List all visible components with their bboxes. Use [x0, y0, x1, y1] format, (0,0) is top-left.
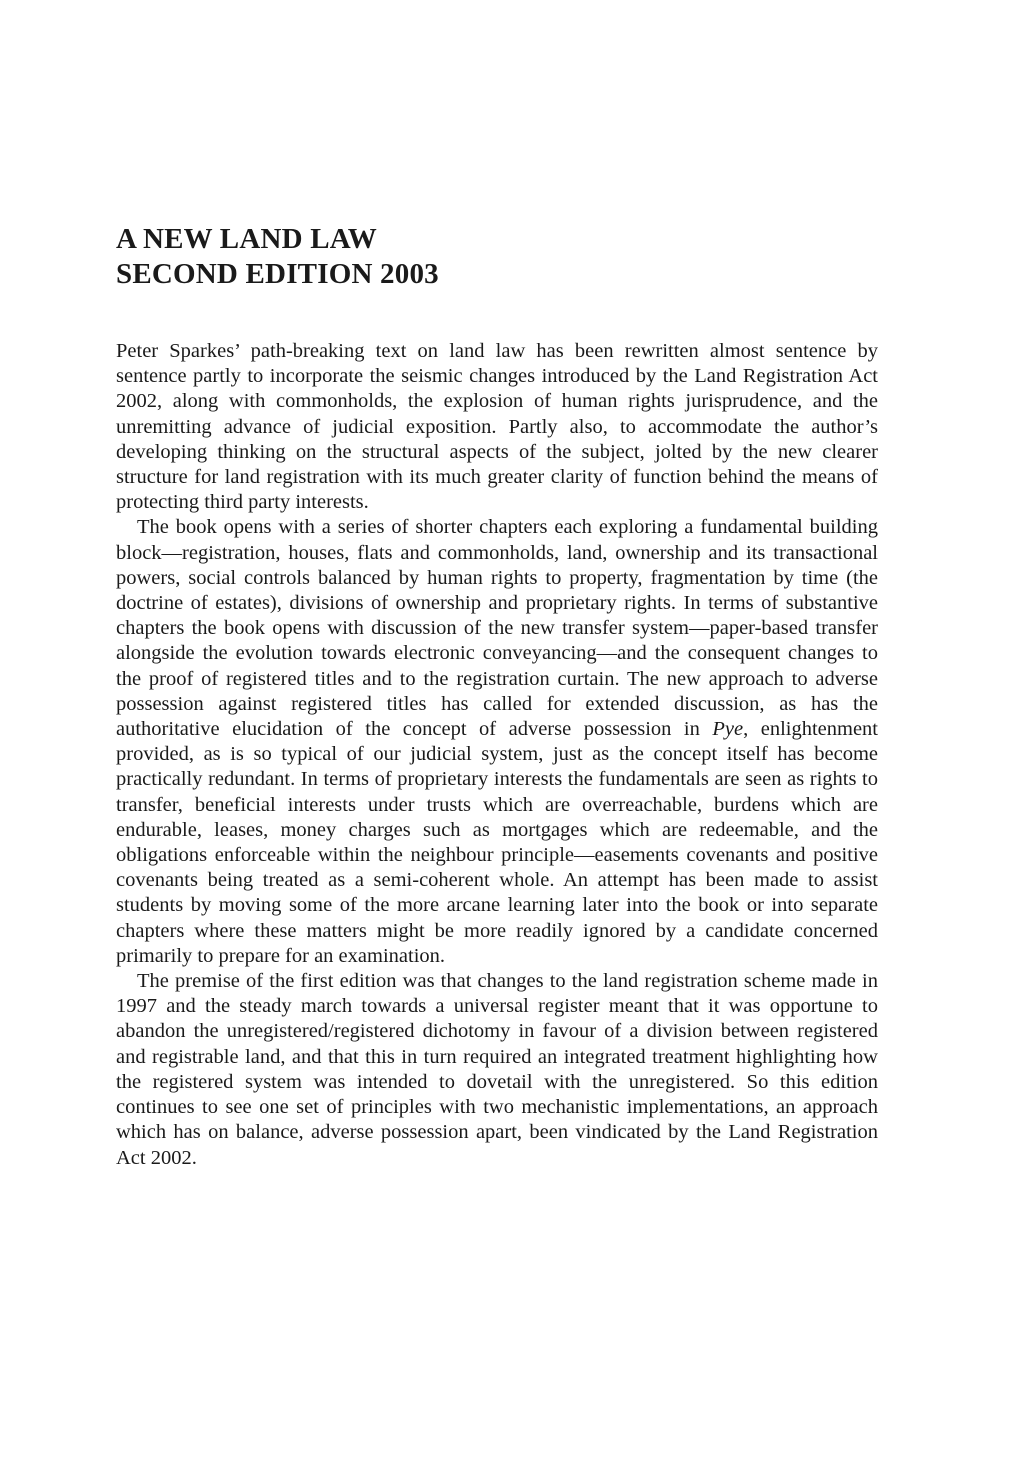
paragraph-2-text-a: The book opens with a series of shorter chapters each exploring a fundamental building block—registration, houses, flats and commonholds, land, ownership and its transactional powers, social controls balanced by human rights to property, fragmentation by time (the doctrine of estates), divisions of ownership and proprietary rights. In terms of substantive chapters the book opens with discussion of the new transfer system—paper-based transfer alongside the evolution towards electronic conveyancing—and the consequent changes to the proof of registered titles and to the registration curtain. The new approach to adverse possession against registered titles has called for extended discussion, as has the authoritative elucidation of the concept of adverse possession in — [116, 516, 878, 741]
document-title — [116, 222, 876, 292]
case-name-pye: Pye — [712, 718, 744, 741]
paragraph-2 — [116, 515, 878, 969]
paragraph-3: The premise of the first edition was that changes to the land registration scheme made in 1997 and the steady march towards a universal register meant that it was opportune to abandon the unregistered/registered dichotomy in favour of a division between registered and registrable land, and that this in turn required an integrated treatment highlighting how the registered system was intended to dovetail with the unregistered. So this edition continues to see one set of principles with two mechanistic implementations, an approach which has on balance, adverse possession apart, been vindicated by the Land Registration Act 2002. — [116, 970, 878, 1169]
title-line-1: A NEW LAND LAW — [116, 223, 377, 255]
title-line-2: SECOND EDITION 2003 — [116, 258, 439, 290]
document-body — [116, 339, 878, 1171]
paragraph-2-text-b: , enlightenment provided, as is so typical of our judicial system, just as the concept itself has become practically redundant. In terms of proprietary interests the fundamentals are seen as rights to transfer, beneficial interests under trusts which are overreachable, burdens which are endurable, leases, money charges such as mortgages which are redeemable, and the obligations enforceable within the neighbour principle—easements covenants and positive covenants being treated as a semi-coherent whole. An attempt has been made to assist students by moving some of the more arcane learning later into the book or into separate chapters where these matters might be more readily ignored by a candidate concerned primarily to prepare for an examination. — [116, 718, 878, 967]
paragraph-1: Peter Sparkes’ path-breaking text on land law has been rewritten almost sentence by sentence partly to incorporate the seismic changes introduced by the Land Registration Act 2002, along with commonholds, the explosion of human rights jurisprudence, and the unremitting advance of judicial exposition. Partly also, to accommodate the author’s developing thinking on the structural aspects of the subject, jolted by the new clearer structure for land registration with its much greater clarity of function behind the means of protecting third party interests. — [116, 340, 878, 514]
